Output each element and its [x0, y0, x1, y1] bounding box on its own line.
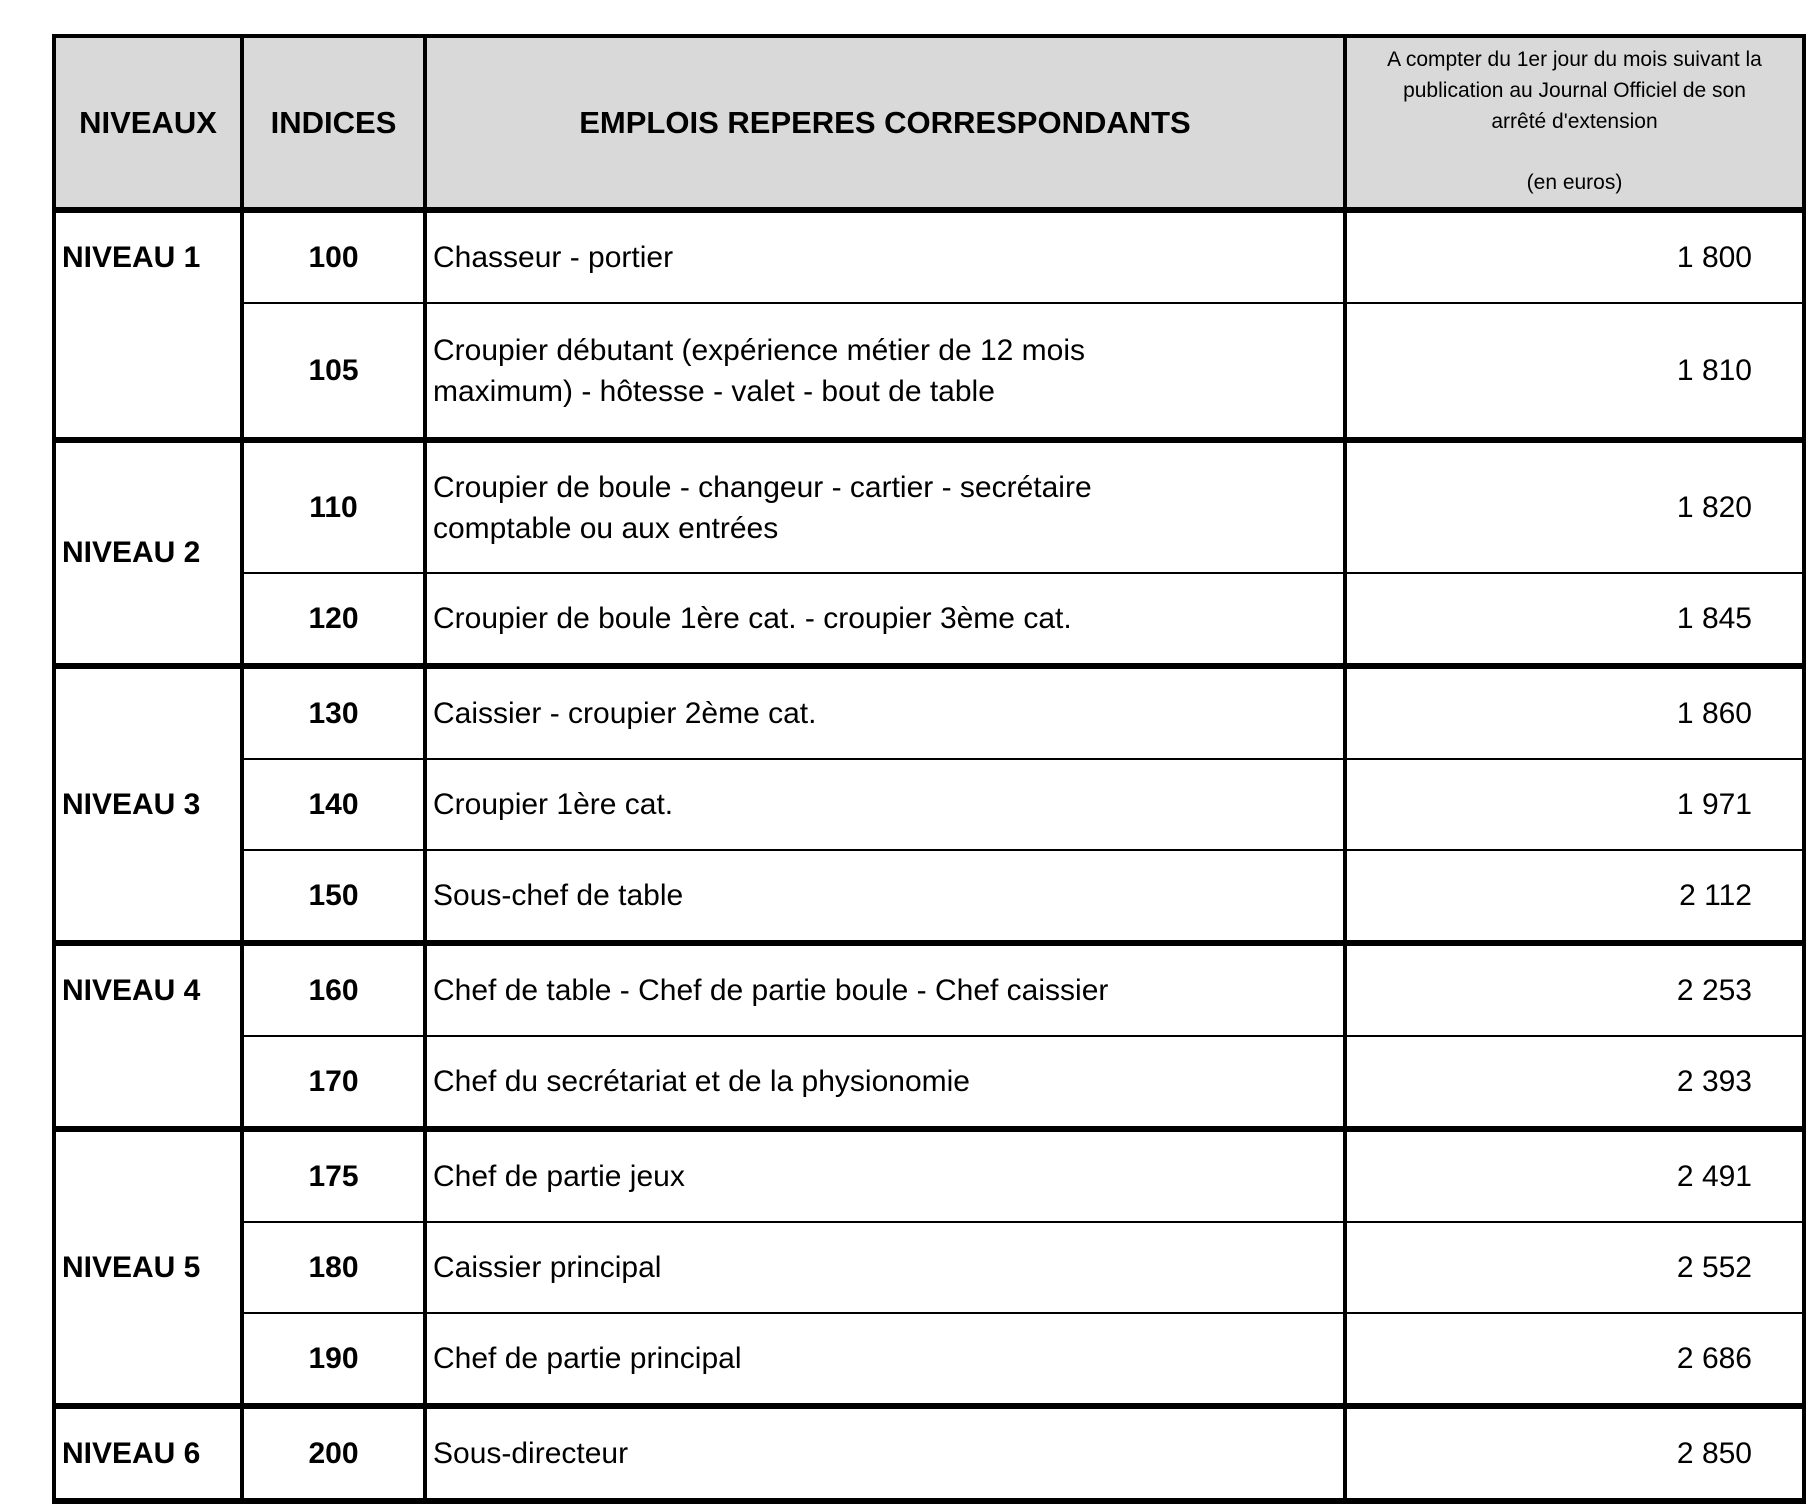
row-amount: 2 253 [1345, 943, 1804, 1036]
header-amount-unit: (en euros) [1526, 171, 1623, 194]
header-amount-line3: arrêté d'extension [1491, 110, 1658, 133]
level-label: NIVEAU 1 [54, 210, 242, 440]
row-index: 180 [242, 1222, 425, 1313]
row-amount: 1 845 [1345, 573, 1804, 666]
salary-grid-table [52, 34, 1806, 1504]
row-index: 120 [242, 573, 425, 666]
row-index: 200 [242, 1406, 425, 1501]
level-label: NIVEAU 4 [54, 943, 242, 1129]
row-amount: 1 860 [1345, 666, 1804, 759]
row-amount: 1 971 [1345, 759, 1804, 850]
header-amount [1345, 36, 1804, 210]
row-job: Caissier - croupier 2ème cat. [425, 666, 1345, 759]
row-index: 140 [242, 759, 425, 850]
row-amount: 1 810 [1345, 303, 1804, 440]
table-row [54, 573, 1804, 666]
row-job: Chef de table - Chef de partie boule - Chef caissier [425, 943, 1345, 1036]
table-row [54, 666, 1804, 759]
row-amount: 1 800 [1345, 210, 1804, 303]
header-levels: NIVEAUX [54, 36, 242, 210]
row-amount: 2 552 [1345, 1222, 1804, 1313]
row-job: Croupier débutant (expérience métier de 12 mois maximum) - hôtesse - valet - bout de table [425, 303, 1345, 440]
row-amount: 2 686 [1345, 1313, 1804, 1406]
table-row [54, 440, 1804, 573]
row-amount: 2 112 [1345, 850, 1804, 943]
row-index: 160 [242, 943, 425, 1036]
table-row [54, 1036, 1804, 1129]
header-indices: INDICES [242, 36, 425, 210]
level-label: NIVEAU 2 [54, 440, 242, 666]
level-group-5 [54, 1129, 1804, 1406]
table-row [54, 210, 1804, 303]
level-group-4 [54, 943, 1804, 1129]
header-amount-line2: publication au Journal Officiel de son [1403, 79, 1746, 102]
level-group-1 [54, 210, 1804, 440]
level-label: NIVEAU 6 [54, 1406, 242, 1501]
header-amount-line1: A compter du 1er jour du mois suivant la [1387, 48, 1762, 71]
header-row [54, 36, 1804, 210]
level-group-2 [54, 440, 1804, 666]
row-index: 170 [242, 1036, 425, 1129]
table-row [54, 303, 1804, 440]
table-row [54, 1313, 1804, 1406]
table-row [54, 1129, 1804, 1222]
row-job: Chasseur - portier [425, 210, 1345, 303]
row-index: 130 [242, 666, 425, 759]
row-index: 150 [242, 850, 425, 943]
level-label: NIVEAU 3 [54, 666, 242, 943]
row-job: Sous-chef de table [425, 850, 1345, 943]
row-job: Croupier 1ère cat. [425, 759, 1345, 850]
row-job: Chef de partie jeux [425, 1129, 1345, 1222]
level-label: NIVEAU 5 [54, 1129, 242, 1406]
row-job: Chef du secrétariat et de la physionomie [425, 1036, 1345, 1129]
table-row [54, 1406, 1804, 1501]
level-group-6 [54, 1406, 1804, 1501]
table-row [54, 943, 1804, 1036]
row-amount: 2 393 [1345, 1036, 1804, 1129]
row-index: 175 [242, 1129, 425, 1222]
row-job: Caissier principal [425, 1222, 1345, 1313]
table-row [54, 1222, 1804, 1313]
table-row [54, 850, 1804, 943]
row-index: 100 [242, 210, 425, 303]
row-index: 105 [242, 303, 425, 440]
row-job: Sous-directeur [425, 1406, 1345, 1501]
row-amount: 2 491 [1345, 1129, 1804, 1222]
row-job: Croupier de boule 1ère cat. - croupier 3ème cat. [425, 573, 1345, 666]
row-index: 110 [242, 440, 425, 573]
level-group-3 [54, 666, 1804, 943]
row-amount: 2 850 [1345, 1406, 1804, 1501]
table-row [54, 759, 1804, 850]
row-job: Chef de partie principal [425, 1313, 1345, 1406]
header-jobs: EMPLOIS REPERES CORRESPONDANTS [425, 36, 1345, 210]
row-job: Croupier de boule - changeur - cartier - secrétaire comptable ou aux entrées [425, 440, 1345, 573]
row-amount: 1 820 [1345, 440, 1804, 573]
row-index: 190 [242, 1313, 425, 1406]
